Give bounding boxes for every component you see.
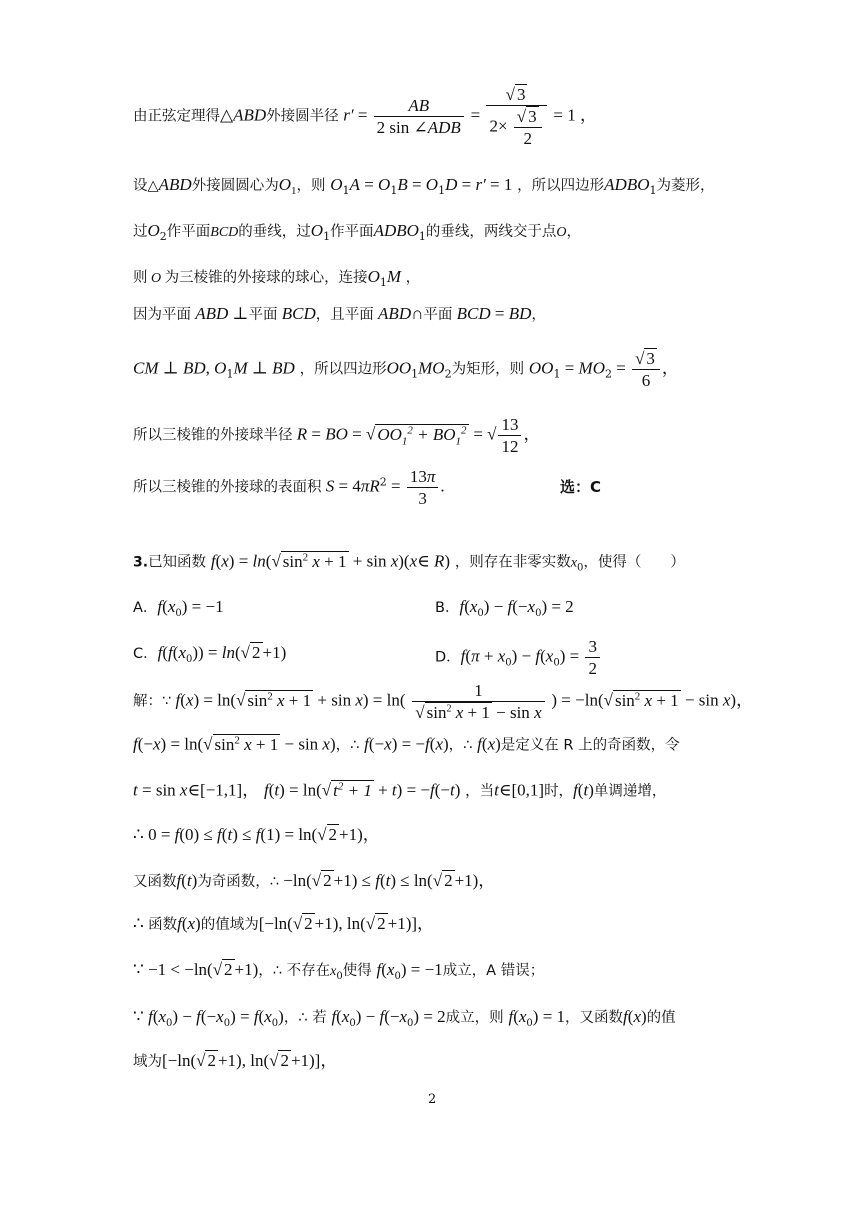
line-sphere-radius: 所以三棱锥的外接球半径 R = BO = √ $OO_1^2 + BO_1^2$ = √ $\frac{13}{12}$ ， [133,415,541,456]
question-3: 3.已知函数 f(x) = ln(√ $\sin^2 x + 1 + \sin$ x)(x∈ R) ，则存在非零实数$x_0$，使得（ ） [133,551,685,574]
solution-line-4: ∴ 0 = f(0) ≤ f(t) ≤ f(1) = ln(√ 2 +1)， [133,825,380,844]
line-perpendiculars: 过$O_2$作平面BCD的垂线，过$O_1$作平面$ADBO_1$的垂线，两线交于点O， [133,221,582,243]
option-b: B．$f(x_0) - f(-x_0) = 2$ [435,597,574,619]
solution-line-3: t = sin x∈[−1,1]， f(t) = ln(√ $t^2 + 1 + t) = -f(-t)$ ，当t∈[0,1]时，f(t)单调递增， [133,780,667,800]
solution-line-2: f(−x) = ln(√ $\sin^2 x + 1 - \sin x$)，∴ f(−x) = −f(x)，∴ f(x)是定义在 R 上的奇函数，令 [133,734,680,754]
line-planes: 因为平面 ABD ⊥平面 BCD，且平面 ABD∩平面 BCD = BD， [133,304,546,323]
line-surface-area: 所以三棱锥的外接球的表面积 $S = 4\pi R^2$ = $\frac{13\pi}{3}$ . [133,467,445,508]
fraction: $\frac{1}{√ \sin^2 x + 1 - \sin x}$ [412,682,544,721]
fraction: $\frac{AB}{\text{2 sin ∠ADB}}$ [374,97,464,136]
fraction: $\frac{3}{2}$ [585,638,600,677]
option-c: C．$f(f(x_0)) = \ln(√$ 2 +1) [133,643,287,665]
line-sphere-center: 则 O 为三棱锥的外接球的球心，连接$O_1M$ ， [133,267,421,289]
line-center-o1: 设△ABD外接圆圆心为$O_1$，则 $O_1A = O_1B = O_1D = r' = 1$ ，所以四边形$ADBO_1$为菱形， [133,175,715,197]
solution-line-9: 域为[−ln(√ 2 +1), ln(√ 2 +1)]， [133,1051,338,1070]
solution-line-5: 又函数f(t)为奇函数，∴ −ln(√ 2 +1) ≤ f(t) ≤ ln(√ 2 +1)， [133,871,496,890]
line-rectangle: CM ⊥ BD, $O_1M$ ⊥ BD ，所以四边形$OO_1MO_2$为矩形，则 $OO_1 = MO_2$ = $\frac{√ 3}{6}$ ， [133,349,679,390]
solution-line-8: ∵ $f(x_0) - f(-x_0) = f(x_0)$，∴ 若 $f(x_0) - f(-x_0) = 2$成立，则 $f(x_0) = 1$，又函数f(x)的值 [133,1007,676,1029]
option-d: D．$f(\pi + x_0) - f(x_0)$ = $\frac{3}{2}$ [435,638,602,677]
line-circumradius: 由正弦定理得△ABD外接圆半径 r′ = $\frac{AB}{\text{2 sin ∠ADB}}$ = √ 3 2× $\frac{√ 3}{2}$ = 1 ， [133,85,597,148]
fraction: $\frac{13\pi}{3}$ [407,468,439,507]
solution-line-6: ∴ 函数f(x)的值域为[−ln(√ 2 +1), ln(√ 2 +1)]， [133,914,435,933]
option-a: A．$f(x_0) = -1$ [133,597,224,619]
answer-label: 选：C [560,478,602,496]
fraction: √ 3 2× $\frac{√ 3}{2}$ [486,86,546,147]
fraction: $\frac{13}{12}$ [498,416,521,455]
page-number: 2 [428,1092,437,1107]
solution-line-1: 解：∵ f(x) = ln(√ $\sin^2 x + 1 + \sin x) = \ln$( $\frac{1}{√ \sin^2 x + 1 - \sin x}$ ) = −ln(√ $\sin^2 x + 1 - \sin x$)， [133,681,754,722]
fraction: $\frac{√ 3}{6}$ [632,350,660,389]
solution-line-7: ∵ −1 < −ln(√ 2 +1)，∴ 不存在$x_0$使得 $f(x_0) = -1$成立，A 错误； [133,960,545,982]
